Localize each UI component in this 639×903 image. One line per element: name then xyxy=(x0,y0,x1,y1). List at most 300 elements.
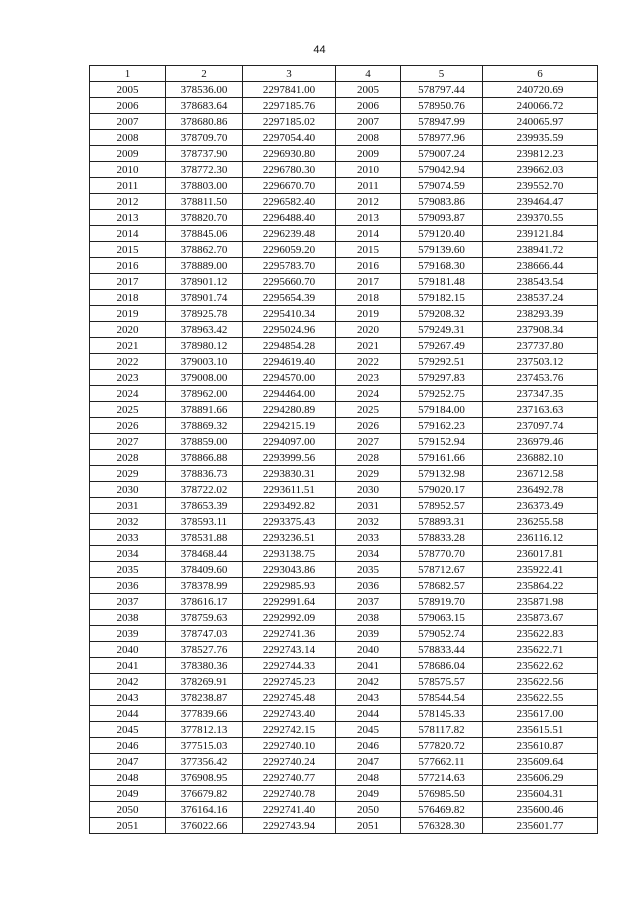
table-cell: 2030 xyxy=(336,482,401,498)
table-cell: 378925.78 xyxy=(166,306,243,322)
table-cell: 2293492.82 xyxy=(243,498,336,514)
table-cell: 2016 xyxy=(336,258,401,274)
table-cell: 578770.70 xyxy=(401,546,483,562)
table-cell: 2024 xyxy=(90,386,166,402)
table-cell: 237453.76 xyxy=(483,370,598,386)
table-row xyxy=(90,162,598,178)
table-cell: 2022 xyxy=(336,354,401,370)
table-cell: 378238.87 xyxy=(166,690,243,706)
table-cell: 2047 xyxy=(336,754,401,770)
coordinates-table xyxy=(89,65,598,834)
table-cell: 235622.71 xyxy=(483,642,598,658)
table-cell: 2045 xyxy=(336,722,401,738)
table-cell: 376022.66 xyxy=(166,818,243,834)
table-cell: 2297054.40 xyxy=(243,130,336,146)
table-cell: 235622.83 xyxy=(483,626,598,642)
table-cell: 378409.60 xyxy=(166,562,243,578)
table-cell: 2046 xyxy=(336,738,401,754)
table-row xyxy=(90,114,598,130)
table-cell: 238537.24 xyxy=(483,290,598,306)
table-cell: 378527.76 xyxy=(166,642,243,658)
table-cell: 577820.72 xyxy=(401,738,483,754)
table-cell: 378680.86 xyxy=(166,114,243,130)
table-cell: 2028 xyxy=(336,450,401,466)
table-cell: 2292742.15 xyxy=(243,722,336,738)
table-cell: 2296670.70 xyxy=(243,178,336,194)
table-cell: 378869.32 xyxy=(166,418,243,434)
table-row xyxy=(90,706,598,722)
table-cell: 2005 xyxy=(90,82,166,98)
table-cell: 578682.57 xyxy=(401,578,483,594)
table-cell: 2006 xyxy=(336,98,401,114)
table-cell: 235873.67 xyxy=(483,610,598,626)
table-cell: 235622.62 xyxy=(483,658,598,674)
table-cell: 2019 xyxy=(90,306,166,322)
table-cell: 378962.00 xyxy=(166,386,243,402)
table-cell: 2015 xyxy=(90,242,166,258)
header-cell: 3 xyxy=(243,66,336,82)
table-cell: 2292744.33 xyxy=(243,658,336,674)
table-cell: 2296239.48 xyxy=(243,226,336,242)
table-cell: 2294280.89 xyxy=(243,402,336,418)
table-row xyxy=(90,802,598,818)
table-cell: 2293999.56 xyxy=(243,450,336,466)
table-cell: 2294854.28 xyxy=(243,338,336,354)
table-cell: 577214.63 xyxy=(401,770,483,786)
table-cell: 2007 xyxy=(90,114,166,130)
table-cell: 2044 xyxy=(336,706,401,722)
table-row xyxy=(90,194,598,210)
header-cell: 1 xyxy=(90,66,166,82)
table-cell: 378683.64 xyxy=(166,98,243,114)
table-cell: 235615.51 xyxy=(483,722,598,738)
table-cell: 2010 xyxy=(336,162,401,178)
table-cell: 378845.06 xyxy=(166,226,243,242)
table-cell: 2040 xyxy=(90,642,166,658)
table-cell: 238666.44 xyxy=(483,258,598,274)
table-cell: 235609.64 xyxy=(483,754,598,770)
table-cell: 2017 xyxy=(336,274,401,290)
table-cell: 2033 xyxy=(336,530,401,546)
table-cell: 378653.39 xyxy=(166,498,243,514)
table-cell: 2005 xyxy=(336,82,401,98)
table-cell: 2012 xyxy=(336,194,401,210)
table-cell: 2012 xyxy=(90,194,166,210)
table-cell: 236492.78 xyxy=(483,482,598,498)
header-cell: 6 xyxy=(483,66,598,82)
header-cell: 5 xyxy=(401,66,483,82)
table-cell: 377515.03 xyxy=(166,738,243,754)
table-cell: 2296930.80 xyxy=(243,146,336,162)
table-cell: 2050 xyxy=(90,802,166,818)
table-cell: 2043 xyxy=(336,690,401,706)
table-cell: 2038 xyxy=(90,610,166,626)
table-cell: 240720.69 xyxy=(483,82,598,98)
table-cell: 376908.95 xyxy=(166,770,243,786)
table-cell: 239370.55 xyxy=(483,210,598,226)
table-cell: 2024 xyxy=(336,386,401,402)
table-cell: 2019 xyxy=(336,306,401,322)
table-cell: 238543.54 xyxy=(483,274,598,290)
table-cell: 2292740.77 xyxy=(243,770,336,786)
table-cell: 2294619.40 xyxy=(243,354,336,370)
table-cell: 235864.22 xyxy=(483,578,598,594)
table-cell: 2048 xyxy=(90,770,166,786)
table-cell: 2044 xyxy=(90,706,166,722)
table-cell: 2293375.43 xyxy=(243,514,336,530)
table-cell: 579074.59 xyxy=(401,178,483,194)
table-cell: 235600.46 xyxy=(483,802,598,818)
table-cell: 579132.98 xyxy=(401,466,483,482)
table-row xyxy=(90,546,598,562)
table-row xyxy=(90,306,598,322)
table-cell: 2030 xyxy=(90,482,166,498)
table-cell: 378722.02 xyxy=(166,482,243,498)
table-row xyxy=(90,178,598,194)
table-cell: 579042.94 xyxy=(401,162,483,178)
table-row xyxy=(90,242,598,258)
table-cell: 2032 xyxy=(90,514,166,530)
table-cell: 2294464.00 xyxy=(243,386,336,402)
table-cell: 2292740.78 xyxy=(243,786,336,802)
table-cell: 240066.72 xyxy=(483,98,598,114)
header-cell: 4 xyxy=(336,66,401,82)
table-cell: 236116.12 xyxy=(483,530,598,546)
table-row xyxy=(90,98,598,114)
table-cell: 239121.84 xyxy=(483,226,598,242)
table-row xyxy=(90,610,598,626)
table-cell: 378536.00 xyxy=(166,82,243,98)
table-cell: 239812.23 xyxy=(483,146,598,162)
table-cell: 579168.30 xyxy=(401,258,483,274)
table-cell: 378803.00 xyxy=(166,178,243,194)
table-cell: 2048 xyxy=(336,770,401,786)
table-cell: 2041 xyxy=(336,658,401,674)
table-row xyxy=(90,386,598,402)
table-cell: 2296059.20 xyxy=(243,242,336,258)
table-cell: 378531.88 xyxy=(166,530,243,546)
table-cell: 2051 xyxy=(90,818,166,834)
table-cell: 578833.28 xyxy=(401,530,483,546)
table-cell: 2295654.39 xyxy=(243,290,336,306)
table-cell: 378859.00 xyxy=(166,434,243,450)
table-cell: 378593.11 xyxy=(166,514,243,530)
table-cell: 239552.70 xyxy=(483,178,598,194)
table-cell: 240065.97 xyxy=(483,114,598,130)
table-cell: 2032 xyxy=(336,514,401,530)
table-row xyxy=(90,770,598,786)
table-cell: 2023 xyxy=(336,370,401,386)
table-cell: 2295660.70 xyxy=(243,274,336,290)
table-cell: 2297185.76 xyxy=(243,98,336,114)
table-cell: 579297.83 xyxy=(401,370,483,386)
table-row xyxy=(90,514,598,530)
table-cell: 2034 xyxy=(90,546,166,562)
table-cell: 235622.56 xyxy=(483,674,598,690)
table-cell: 378747.03 xyxy=(166,626,243,642)
table-cell: 2025 xyxy=(90,402,166,418)
table-cell: 379008.00 xyxy=(166,370,243,386)
table-cell: 237737.80 xyxy=(483,338,598,354)
table-cell: 579093.87 xyxy=(401,210,483,226)
table-cell: 2034 xyxy=(336,546,401,562)
table-row xyxy=(90,434,598,450)
table-cell: 2028 xyxy=(90,450,166,466)
table-cell: 2296582.40 xyxy=(243,194,336,210)
table-cell: 378866.88 xyxy=(166,450,243,466)
table-cell: 2293611.51 xyxy=(243,482,336,498)
table-cell: 2018 xyxy=(90,290,166,306)
table-cell: 2035 xyxy=(90,562,166,578)
table-cell: 2021 xyxy=(90,338,166,354)
table-cell: 2292992.09 xyxy=(243,610,336,626)
table-cell: 235617.00 xyxy=(483,706,598,722)
table-cell: 2009 xyxy=(90,146,166,162)
table-cell: 579052.74 xyxy=(401,626,483,642)
table-cell: 578977.96 xyxy=(401,130,483,146)
table-cell: 2293830.31 xyxy=(243,466,336,482)
table-cell: 579208.32 xyxy=(401,306,483,322)
table-cell: 2047 xyxy=(90,754,166,770)
table-cell: 2008 xyxy=(90,130,166,146)
table-cell: 2013 xyxy=(336,210,401,226)
table-cell: 2037 xyxy=(90,594,166,610)
table-row xyxy=(90,530,598,546)
table-cell: 578686.04 xyxy=(401,658,483,674)
table-cell: 579007.24 xyxy=(401,146,483,162)
table-cell: 2010 xyxy=(90,162,166,178)
table-row xyxy=(90,626,598,642)
table-cell: 578950.76 xyxy=(401,98,483,114)
table-cell: 2014 xyxy=(336,226,401,242)
header-row xyxy=(90,66,598,82)
table-cell: 2026 xyxy=(90,418,166,434)
table-cell: 2294570.00 xyxy=(243,370,336,386)
table-cell: 579083.86 xyxy=(401,194,483,210)
table-cell: 2008 xyxy=(336,130,401,146)
table-cell: 579181.48 xyxy=(401,274,483,290)
table-cell: 2292741.40 xyxy=(243,802,336,818)
table-cell: 2031 xyxy=(336,498,401,514)
table-cell: 2292743.14 xyxy=(243,642,336,658)
table-cell: 378963.42 xyxy=(166,322,243,338)
table-row xyxy=(90,786,598,802)
table-row xyxy=(90,226,598,242)
table-cell: 2011 xyxy=(90,178,166,194)
table-cell: 579120.40 xyxy=(401,226,483,242)
table-cell: 236373.49 xyxy=(483,498,598,514)
table-row xyxy=(90,594,598,610)
table-cell: 2029 xyxy=(90,466,166,482)
table-row xyxy=(90,642,598,658)
table-cell: 2009 xyxy=(336,146,401,162)
table-cell: 2022 xyxy=(90,354,166,370)
table-row xyxy=(90,322,598,338)
table-cell: 576985.50 xyxy=(401,786,483,802)
table-row xyxy=(90,290,598,306)
table-cell: 578145.33 xyxy=(401,706,483,722)
table-row xyxy=(90,738,598,754)
table-cell: 2042 xyxy=(90,674,166,690)
table-row xyxy=(90,210,598,226)
table-cell: 2020 xyxy=(90,322,166,338)
table-cell: 2042 xyxy=(336,674,401,690)
table-cell: 235622.55 xyxy=(483,690,598,706)
table-cell: 2295783.70 xyxy=(243,258,336,274)
table-cell: 235604.31 xyxy=(483,786,598,802)
table-row xyxy=(90,130,598,146)
table-cell: 2043 xyxy=(90,690,166,706)
table-cell: 2292741.36 xyxy=(243,626,336,642)
table-cell: 2025 xyxy=(336,402,401,418)
table-cell: 236979.46 xyxy=(483,434,598,450)
table-cell: 2292740.24 xyxy=(243,754,336,770)
table-body xyxy=(90,82,598,834)
table-cell: 579267.49 xyxy=(401,338,483,354)
table-row xyxy=(90,498,598,514)
table-cell: 579182.15 xyxy=(401,290,483,306)
table-cell: 579292.51 xyxy=(401,354,483,370)
table-cell: 2297185.02 xyxy=(243,114,336,130)
table-cell: 2035 xyxy=(336,562,401,578)
table-cell: 2046 xyxy=(90,738,166,754)
table-cell: 578117.82 xyxy=(401,722,483,738)
table-cell: 378836.73 xyxy=(166,466,243,482)
table-cell: 2294215.19 xyxy=(243,418,336,434)
table-row xyxy=(90,258,598,274)
table-cell: 579161.66 xyxy=(401,450,483,466)
table-row xyxy=(90,482,598,498)
table-cell: 2027 xyxy=(90,434,166,450)
table-row xyxy=(90,818,598,834)
table-cell: 579020.17 xyxy=(401,482,483,498)
table-cell: 235606.29 xyxy=(483,770,598,786)
table-cell: 2007 xyxy=(336,114,401,130)
table-row xyxy=(90,146,598,162)
table-cell: 578797.44 xyxy=(401,82,483,98)
table-row xyxy=(90,418,598,434)
table-cell: 577662.11 xyxy=(401,754,483,770)
table-cell: 578893.31 xyxy=(401,514,483,530)
table-row xyxy=(90,690,598,706)
table-cell: 2040 xyxy=(336,642,401,658)
table-cell: 235871.98 xyxy=(483,594,598,610)
table-cell: 378468.44 xyxy=(166,546,243,562)
table-row xyxy=(90,658,598,674)
table-cell: 378980.12 xyxy=(166,338,243,354)
table-cell: 2293138.75 xyxy=(243,546,336,562)
table-cell: 236255.58 xyxy=(483,514,598,530)
table-cell: 237163.63 xyxy=(483,402,598,418)
table-row xyxy=(90,466,598,482)
table-cell: 2293043.86 xyxy=(243,562,336,578)
table-cell: 579152.94 xyxy=(401,434,483,450)
table-cell: 2292743.40 xyxy=(243,706,336,722)
table-cell: 579063.15 xyxy=(401,610,483,626)
table-cell: 2295024.96 xyxy=(243,322,336,338)
table-cell: 236712.58 xyxy=(483,466,598,482)
table-cell: 2295410.34 xyxy=(243,306,336,322)
table-cell: 237097.74 xyxy=(483,418,598,434)
table-cell: 377812.13 xyxy=(166,722,243,738)
table-cell: 2050 xyxy=(336,802,401,818)
table-cell: 2039 xyxy=(336,626,401,642)
table-cell: 579184.00 xyxy=(401,402,483,418)
table-cell: 378378.99 xyxy=(166,578,243,594)
header-cell: 2 xyxy=(166,66,243,82)
table-cell: 2294097.00 xyxy=(243,434,336,450)
table-cell: 2293236.51 xyxy=(243,530,336,546)
table-cell: 2049 xyxy=(90,786,166,802)
table-row xyxy=(90,722,598,738)
table-cell: 2020 xyxy=(336,322,401,338)
table-cell: 239662.03 xyxy=(483,162,598,178)
table-cell: 2051 xyxy=(336,818,401,834)
table-cell: 578833.44 xyxy=(401,642,483,658)
table-cell: 578952.57 xyxy=(401,498,483,514)
table-cell: 236882.10 xyxy=(483,450,598,466)
page-number: 44 xyxy=(313,44,326,56)
table-cell: 2292743.94 xyxy=(243,818,336,834)
table-cell: 578544.54 xyxy=(401,690,483,706)
table-cell: 2015 xyxy=(336,242,401,258)
table-cell: 379003.10 xyxy=(166,354,243,370)
table-cell: 2031 xyxy=(90,498,166,514)
table-cell: 2292745.23 xyxy=(243,674,336,690)
table-cell: 2021 xyxy=(336,338,401,354)
table-cell: 377839.66 xyxy=(166,706,243,722)
table-cell: 378862.70 xyxy=(166,242,243,258)
table-cell: 2041 xyxy=(90,658,166,674)
table-cell: 579249.31 xyxy=(401,322,483,338)
table-cell: 2292985.93 xyxy=(243,578,336,594)
table-cell: 2292740.10 xyxy=(243,738,336,754)
table-cell: 2296488.40 xyxy=(243,210,336,226)
table-row xyxy=(90,754,598,770)
table-cell: 2026 xyxy=(336,418,401,434)
table-cell: 2016 xyxy=(90,258,166,274)
table-cell: 236017.81 xyxy=(483,546,598,562)
table-cell: 579162.23 xyxy=(401,418,483,434)
table-cell: 237347.35 xyxy=(483,386,598,402)
table-cell: 238941.72 xyxy=(483,242,598,258)
table-cell: 2011 xyxy=(336,178,401,194)
table-cell: 235922.41 xyxy=(483,562,598,578)
table-cell: 2045 xyxy=(90,722,166,738)
table-cell: 576469.82 xyxy=(401,802,483,818)
table-cell: 2039 xyxy=(90,626,166,642)
table-cell: 378380.36 xyxy=(166,658,243,674)
table-row xyxy=(90,450,598,466)
table-cell: 237908.34 xyxy=(483,322,598,338)
table-header xyxy=(90,66,598,82)
table-row xyxy=(90,338,598,354)
table-cell: 2033 xyxy=(90,530,166,546)
table-cell: 378269.91 xyxy=(166,674,243,690)
table-cell: 378737.90 xyxy=(166,146,243,162)
table-row xyxy=(90,402,598,418)
table-cell: 235601.77 xyxy=(483,818,598,834)
table-cell: 2036 xyxy=(90,578,166,594)
table-cell: 377356.42 xyxy=(166,754,243,770)
table-cell: 2013 xyxy=(90,210,166,226)
table-row xyxy=(90,562,598,578)
table-cell: 378891.66 xyxy=(166,402,243,418)
table-cell: 2292745.48 xyxy=(243,690,336,706)
table-cell: 2006 xyxy=(90,98,166,114)
table-cell: 578575.57 xyxy=(401,674,483,690)
table-cell: 2029 xyxy=(336,466,401,482)
